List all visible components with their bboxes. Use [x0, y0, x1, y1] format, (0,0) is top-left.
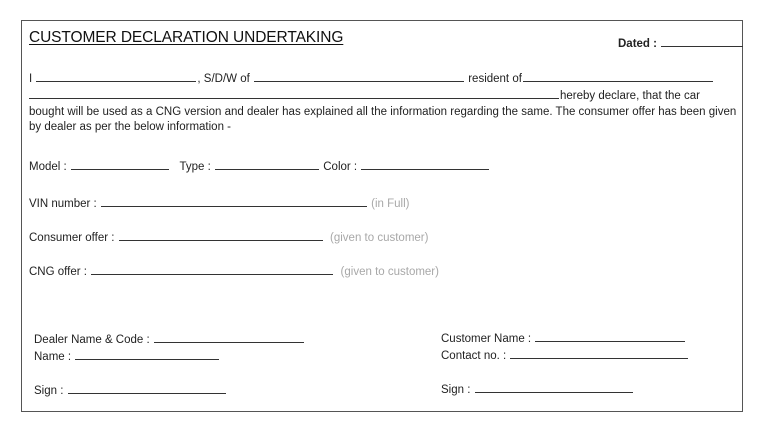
dealer-sign-label: Sign : [34, 385, 64, 397]
dealer-name-row [34, 348, 220, 364]
dealer-sign-field[interactable] [68, 382, 226, 394]
color-field[interactable] [361, 158, 489, 170]
vin-hint: (in Full) [371, 198, 410, 210]
dealer-name-label: Name : [34, 351, 72, 363]
line2-tail-text: hereby declare, that the car [560, 90, 700, 102]
consumer-offer-field[interactable] [119, 229, 323, 241]
customer-sign-field[interactable] [475, 381, 633, 393]
declaration-line-2 [29, 87, 700, 103]
vin-row [29, 195, 410, 211]
dealer-code-label: Dealer Name & Code : [34, 334, 150, 346]
dealer-code-field[interactable] [154, 331, 304, 343]
customer-name-field[interactable] [535, 330, 685, 342]
relation-name-field[interactable] [254, 70, 464, 82]
customer-name-row [441, 330, 686, 346]
declaration-paragraph: bought will be used as a CNG version and dealer has explained all the information regarding the same. The consumer offer has been given by dealer as per the below information - [29, 106, 737, 133]
type-field[interactable] [215, 158, 319, 170]
relation-text: , S/D/W of [197, 73, 250, 85]
contact-row [441, 347, 689, 363]
vehicle-row [29, 158, 490, 174]
declarant-name-field[interactable] [36, 70, 196, 82]
dated-label: Dated : [618, 38, 657, 50]
dated-row [618, 35, 744, 51]
model-label: Model : [29, 161, 67, 173]
cng-offer-row [29, 263, 439, 279]
residence-field[interactable] [523, 70, 713, 82]
declaration-form [21, 20, 743, 412]
cng-offer-hint: (given to customer) [340, 266, 439, 278]
form-title: CUSTOMER DECLARATION UNDERTAKING [29, 29, 344, 46]
cng-offer-label: CNG offer : [29, 266, 87, 278]
address-field[interactable] [29, 87, 559, 99]
contact-label: Contact no. : [441, 350, 507, 362]
customer-name-label: Customer Name : [441, 333, 532, 345]
dealer-name-field[interactable] [75, 348, 219, 360]
pronoun-text: I [29, 73, 33, 85]
contact-field[interactable] [510, 347, 688, 359]
consumer-offer-label: Consumer offer : [29, 232, 115, 244]
color-label: Color : [323, 161, 358, 173]
customer-sign-row [441, 381, 634, 397]
dated-field[interactable] [661, 35, 743, 47]
declaration-line-1 [29, 70, 714, 86]
customer-sign-label: Sign : [441, 384, 471, 396]
vin-field[interactable] [101, 195, 367, 207]
consumer-offer-hint: (given to customer) [330, 232, 429, 244]
cng-offer-field[interactable] [91, 263, 333, 275]
dealer-code-row [34, 331, 305, 347]
vin-label: VIN number : [29, 198, 97, 210]
dealer-sign-row [34, 382, 227, 398]
resident-text: resident of [468, 73, 522, 85]
type-label: Type : [179, 161, 211, 173]
consumer-offer-row [29, 229, 428, 245]
model-field[interactable] [71, 158, 169, 170]
